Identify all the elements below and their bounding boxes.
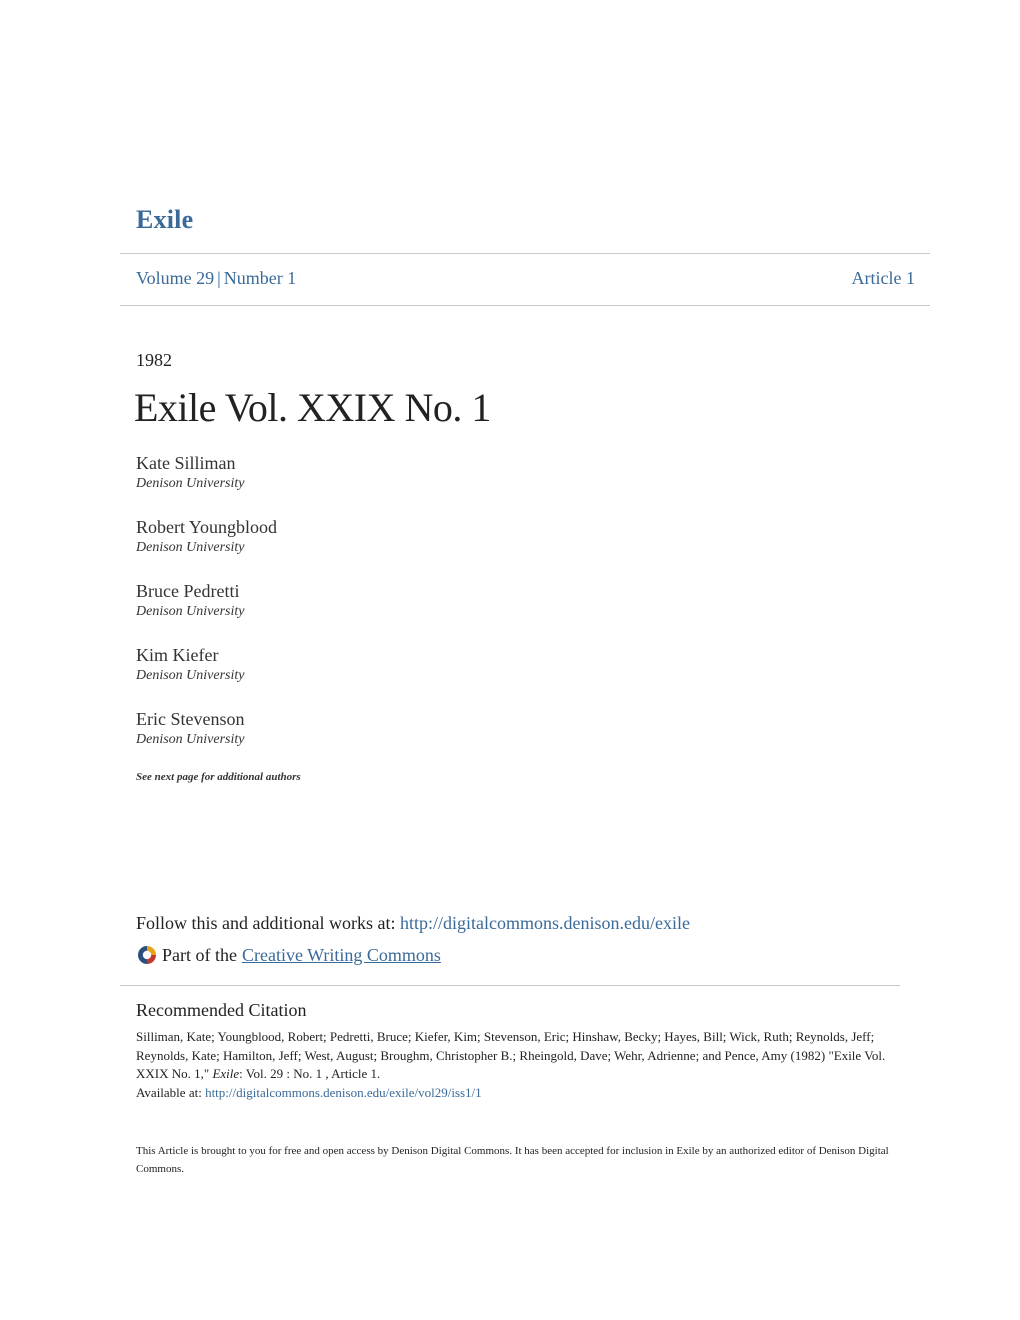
author-entry: [136, 453, 244, 493]
footer-note: This Article is brought to you for free and open access by Denison Digital Commons. It has been accepted for inclusion in Exile by an authorized editor of Denison Digital Commons.: [136, 1145, 889, 1175]
author-name[interactable]: Eric Stevenson: [136, 709, 245, 729]
citation-body: [136, 1028, 896, 1102]
citation-divider: [120, 985, 900, 986]
citation-heading: Recommended Citation: [136, 1000, 307, 1020]
next-page-note: See next page for additional authors: [136, 771, 301, 783]
author-entry: [136, 645, 244, 685]
author-institution: Denison University: [136, 668, 245, 683]
author-name[interactable]: Kim Kiefer: [136, 645, 219, 665]
issue-line: [136, 268, 296, 289]
author-entry: [136, 709, 244, 749]
follow-line: [136, 913, 690, 934]
citation-volume-text: : Vol. 29 : No. 1 , Article 1.: [239, 1066, 381, 1081]
top-divider: [120, 253, 930, 254]
article-title: Exile Vol. XXIX No. 1: [134, 385, 491, 430]
author-name[interactable]: Bruce Pedretti: [136, 581, 240, 601]
citation-journal-italic: Exile: [212, 1066, 240, 1081]
follow-url-link[interactable]: http://digitalcommons.denison.edu/exile: [399, 913, 690, 933]
author-institution: Denison University: [136, 604, 245, 619]
part-of-line: [136, 944, 441, 966]
author-name[interactable]: Robert Youngblood: [136, 517, 278, 537]
network-logo-icon: [136, 944, 158, 966]
number-link[interactable]: Number 1: [223, 268, 297, 288]
volume-link[interactable]: Volume 29: [136, 268, 215, 288]
part-of-label: Part of the: [162, 944, 237, 965]
publication-year: 1982: [136, 350, 172, 370]
author-entry: [136, 517, 277, 557]
header-divider: [120, 305, 930, 306]
issue-separator: |: [217, 268, 221, 288]
follow-label: Follow this and additional works at:: [136, 913, 400, 933]
available-at-label: Available at:: [136, 1084, 206, 1100]
citation-url-link[interactable]: http://digitalcommons.denison.edu/exile/vol29/iss1/1: [205, 1084, 482, 1100]
citation-text: Silliman, Kate; Youngblood, Robert; Pedretti, Bruce; Kiefer, Kim; Stevenson, Eric; Hinshaw, Becky; Hayes, Bill; Wick, Ruth; Reynolds, Jeff; Reynolds, Kate; Hamilton, Jeff; West, August; Broughm, Christopher B.; Rheingold, Dave; Wehr, Adrienne; and Pence, Amy (1982) "Exile Vol. XXIX No. 1,": [136, 1029, 886, 1081]
author-institution: Denison University: [136, 732, 245, 747]
author-institution: Denison University: [136, 476, 245, 491]
creative-writing-commons-link[interactable]: Creative Writing Commons: [241, 944, 441, 965]
article-link[interactable]: Article 1: [851, 268, 915, 288]
author-entry: [136, 581, 244, 621]
author-institution: Denison University: [136, 540, 245, 555]
author-name[interactable]: Kate Silliman: [136, 453, 236, 473]
journal-title[interactable]: Exile: [136, 205, 194, 234]
